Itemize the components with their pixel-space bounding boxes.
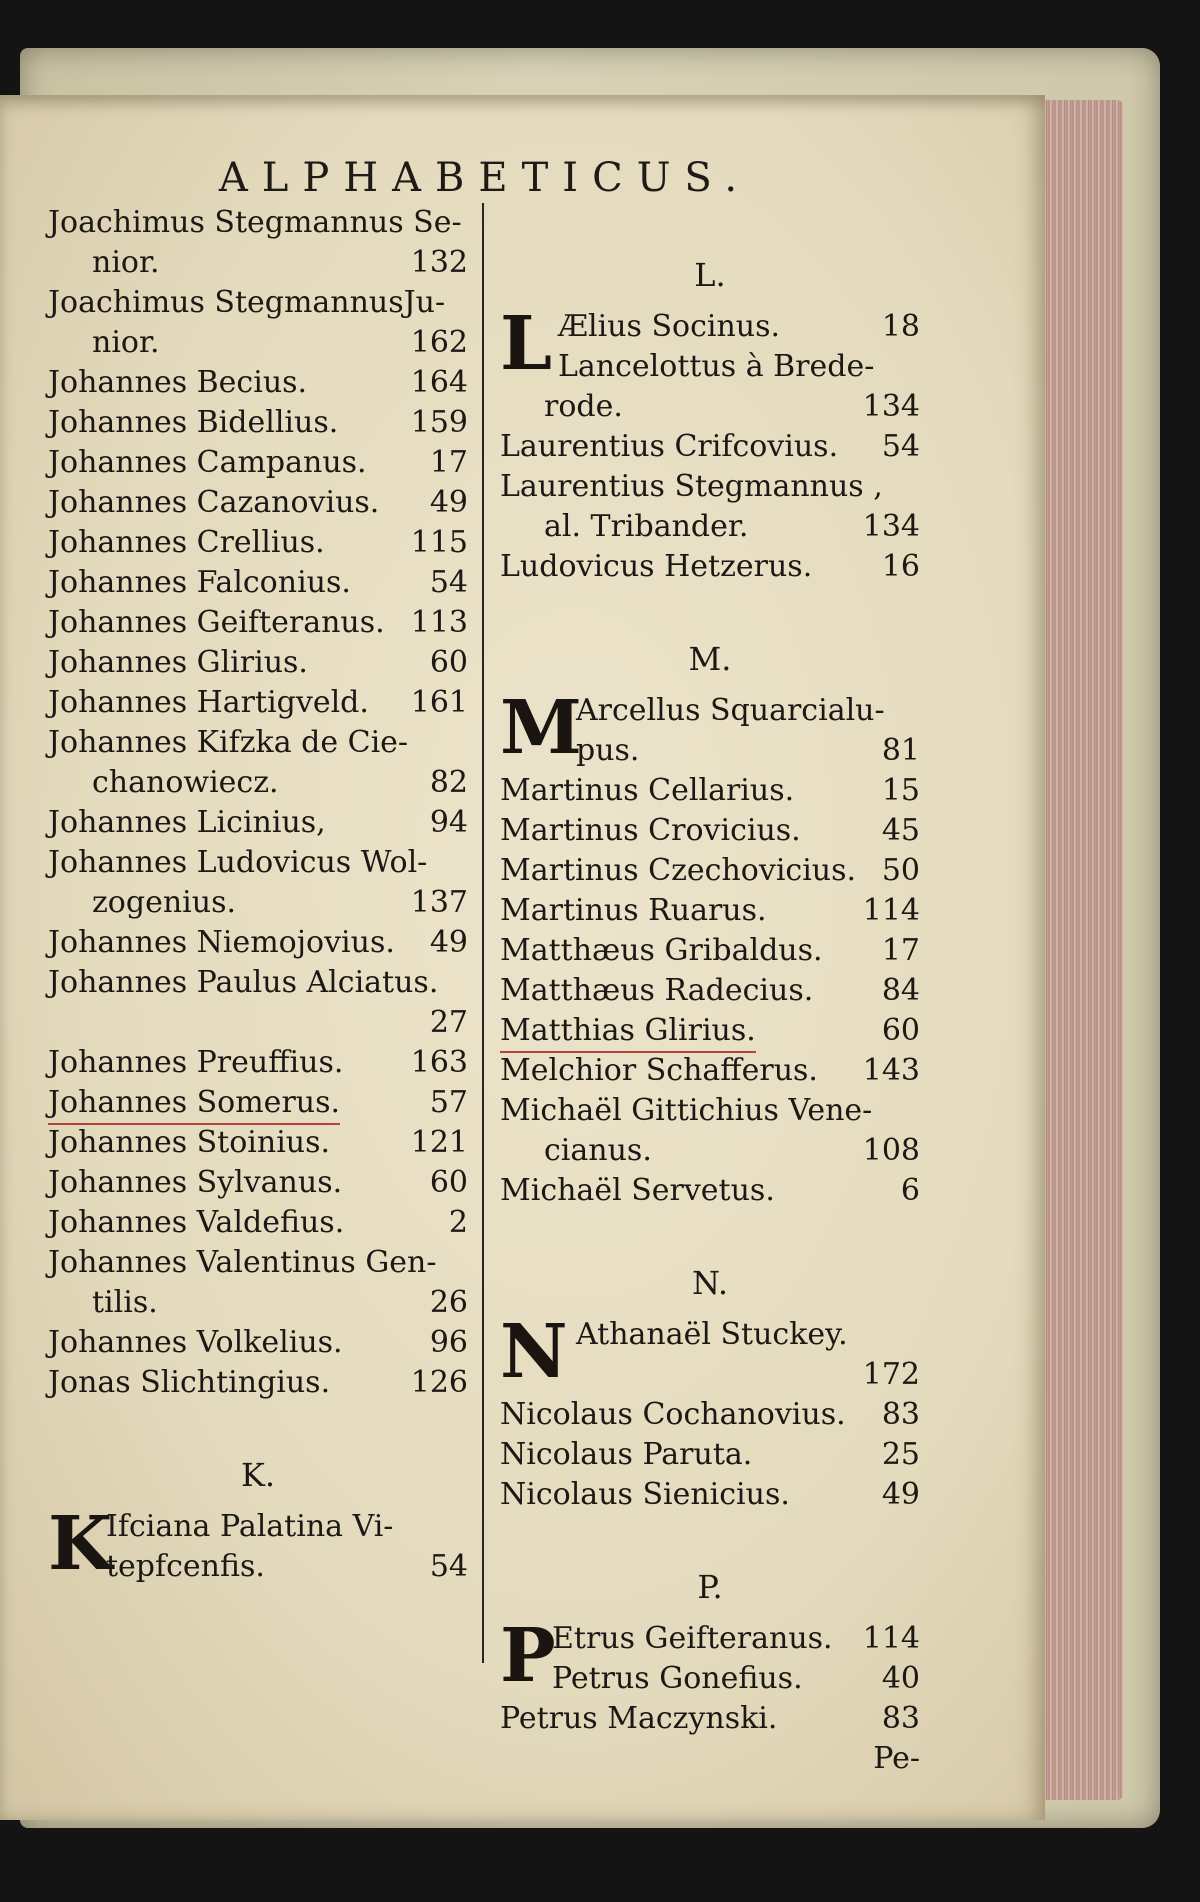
page-number: 15	[881, 773, 920, 808]
entry-name: Johannes Licinius,	[48, 805, 326, 840]
drop-capital: M	[500, 685, 582, 771]
page-number: 164	[410, 365, 468, 400]
dropcap-entry	[500, 301, 920, 387]
section-heading-p: P.	[697, 1568, 723, 1606]
page-number: 132	[410, 245, 468, 280]
page-number: 54	[429, 565, 468, 600]
entry-name: Jonas Slichtingius.	[48, 1365, 331, 1400]
index-entry	[500, 1011, 920, 1051]
page-number: 81	[881, 733, 920, 768]
index-entry	[500, 1091, 920, 1171]
entry-name: Martinus Ruarus.	[500, 893, 767, 928]
section-heading-n: N.	[691, 1264, 729, 1302]
index-entry	[48, 1323, 468, 1363]
entry-line	[552, 1619, 920, 1659]
index-entry	[48, 1043, 468, 1083]
page-number: 17	[429, 445, 468, 480]
index-entry	[48, 443, 468, 483]
entry-name-cont: chanowiecz.	[92, 765, 279, 800]
entry-name: Johannes Volkelius.	[48, 1325, 343, 1360]
index-entry	[48, 1363, 468, 1403]
index-entry	[500, 547, 920, 587]
index-entry	[500, 1171, 920, 1211]
page-number: 84	[881, 973, 920, 1008]
entry-name: Michaël Gittichius Vene-	[500, 1093, 873, 1128]
index-entry	[500, 1435, 920, 1475]
index-entry	[48, 683, 468, 723]
entry-line	[106, 1547, 468, 1587]
entry-name: Johannes Niemojovius.	[48, 925, 395, 960]
entry-name: Melchior Schafferus.	[500, 1053, 818, 1088]
left-column	[48, 203, 468, 1587]
page-number: 83	[881, 1701, 920, 1736]
index-entry	[48, 1243, 468, 1323]
column-divider	[482, 203, 484, 1663]
index-entry	[500, 891, 920, 931]
page-number: 83	[881, 1397, 920, 1432]
page-number: 50	[881, 853, 920, 888]
entry-line	[576, 1355, 920, 1395]
entry-name: Laurentius Crifcovius.	[500, 429, 839, 464]
drop-capital: P	[500, 1613, 556, 1699]
entry-name: Arcellus Squarcialu-	[576, 693, 885, 728]
entry-name: Johannes Valdefius.	[48, 1205, 345, 1240]
index-entry	[48, 1203, 468, 1243]
index-entry	[500, 931, 920, 971]
page-number: 114	[862, 893, 920, 928]
page-number: 143	[862, 1053, 920, 1088]
entry-name: Johannes Ludovicus Wol-	[48, 845, 428, 880]
entry-name: Johannes Glirius.	[48, 645, 308, 680]
entry-name: Johannes Becius.	[48, 365, 308, 400]
index-entry	[48, 643, 468, 683]
entry-name-cont: al. Tribander.	[544, 509, 749, 544]
entry-name: Johannes Bidellius.	[48, 405, 339, 440]
section-heading-l: L.	[694, 256, 726, 294]
entry-name: Matthæus Gribaldus.	[500, 933, 823, 968]
entry-line	[576, 731, 920, 771]
page-number: 26	[429, 1285, 468, 1320]
index-entry	[500, 1475, 920, 1515]
entry-name: Etrus Geifteranus.	[552, 1621, 833, 1656]
index-entry	[500, 851, 920, 891]
index-entry	[48, 803, 468, 843]
entry-name: Johannes Crellius.	[48, 525, 325, 560]
page-number: 96	[429, 1325, 468, 1360]
entry-name: Joachimus StegmannusJu-	[48, 285, 446, 320]
page-number: 134	[862, 389, 920, 424]
page-number: 163	[410, 1045, 468, 1080]
index-entry	[500, 467, 920, 547]
entry-name: Johannes Falconius.	[48, 565, 351, 600]
section-heading-m: M.	[688, 640, 732, 678]
entry-line	[106, 1507, 468, 1547]
page-number: 162	[410, 325, 468, 360]
page-number: 114	[862, 1621, 920, 1656]
entry-name: Laurentius Stegmannus ,	[500, 469, 883, 504]
spacer	[500, 1515, 920, 1555]
page-number: 16	[881, 549, 920, 584]
page-number: 49	[429, 485, 468, 520]
book-page	[0, 95, 1045, 1820]
page-number: 40	[881, 1661, 920, 1696]
index-entry	[500, 971, 920, 1011]
index-entry	[48, 483, 468, 523]
page-number: 108	[862, 1133, 920, 1168]
entry-name: Ælius Socinus.	[558, 309, 781, 344]
page-number: 161	[410, 685, 468, 720]
drop-capital: N	[500, 1309, 568, 1395]
index-entry	[48, 283, 468, 363]
dropcap-text	[500, 301, 920, 387]
entry-name: Nicolaus Sienicius.	[500, 1477, 790, 1512]
entry-name: Martinus Czechovicius.	[500, 853, 857, 888]
entry-name: Johannes Paulus Alciatus.	[48, 965, 439, 1000]
entry-line	[552, 1659, 920, 1699]
index-entry	[500, 771, 920, 811]
index-entry	[48, 403, 468, 443]
entry-name-cont: rode.	[544, 389, 623, 424]
page-number: 2	[448, 1205, 468, 1240]
dropcap-entry	[500, 685, 920, 771]
entry-name: Johannes Valentinus Gen-	[48, 1245, 437, 1280]
index-entry	[48, 203, 468, 283]
page-number: 17	[881, 933, 920, 968]
dropcap-entry	[500, 1613, 920, 1699]
entry-name: Johannes Geifteranus.	[48, 605, 385, 640]
page-number: 159	[410, 405, 468, 440]
entry-name: Petrus Maczynski.	[500, 1701, 778, 1736]
page-number: 126	[410, 1365, 468, 1400]
index-entry	[48, 1163, 468, 1203]
index-entry	[48, 563, 468, 603]
drop-capital: L	[500, 301, 553, 387]
page-number: 27	[429, 1005, 468, 1040]
entry-name: Johannes Stoinius.	[48, 1125, 331, 1160]
entry-name: Johannes Cazanovius.	[48, 485, 380, 520]
entry-name-cont: pus.	[576, 733, 640, 768]
entry-name: Johannes Campanus.	[48, 445, 367, 480]
index-entry-page	[48, 1003, 468, 1043]
entry-name: Athanaël Stuckey.	[576, 1317, 848, 1352]
index-entry	[48, 523, 468, 563]
entry-name: Matthias Glirius.	[500, 1011, 756, 1053]
page-number: 54	[881, 429, 920, 464]
page-number: 60	[429, 645, 468, 680]
entry-name: Ludovicus Hetzerus.	[500, 549, 813, 584]
index-entry	[500, 1395, 920, 1435]
dropcap-entry	[48, 1501, 468, 1587]
index-entry	[48, 1083, 468, 1123]
entry-name-cont: cianus.	[544, 1133, 652, 1168]
catchword: Pe-	[873, 1741, 920, 1776]
page-number: 45	[881, 813, 920, 848]
page-number: 6	[900, 1173, 920, 1208]
entry-name: Johannes Preuffius.	[48, 1045, 344, 1080]
entry-name-cont: nior.	[92, 325, 160, 360]
index-entry	[48, 963, 468, 1003]
index-entry	[48, 603, 468, 643]
page-number: 60	[881, 1013, 920, 1048]
entry-name: Johannes Somerus.	[48, 1083, 340, 1125]
entry-name-cont: zogenius.	[92, 885, 236, 920]
index-entry	[500, 387, 920, 427]
entry-name: Johannes Hartigveld.	[48, 685, 369, 720]
page-number: 60	[429, 1165, 468, 1200]
index-entry	[500, 1051, 920, 1091]
entry-name: Martinus Crovicius.	[500, 813, 801, 848]
entry-name-cont: nior.	[92, 245, 160, 280]
dropcap-text	[500, 1613, 920, 1699]
drop-capital: K	[48, 1501, 113, 1587]
entry-name: Martinus Cellarius.	[500, 773, 795, 808]
entry-line	[576, 1315, 920, 1355]
index-entry	[500, 811, 920, 851]
dropcap-text	[48, 1501, 468, 1587]
entry-name: Nicolaus Cochanovius.	[500, 1397, 846, 1432]
spacer	[48, 1403, 468, 1443]
entry-name: Ifciana Palatina Vi-	[106, 1509, 394, 1544]
entry-name: Johannes Kifzka de Cie-	[48, 725, 409, 760]
entry-name: Johannes Sylvanus.	[48, 1165, 343, 1200]
right-column	[500, 243, 920, 1779]
entry-name: Petrus Gonefius.	[552, 1661, 803, 1696]
page-number: 172	[862, 1357, 920, 1392]
page-number: 49	[429, 925, 468, 960]
page-number: 113	[410, 605, 468, 640]
page-number: 94	[429, 805, 468, 840]
page-number: 49	[881, 1477, 920, 1512]
page-number: 18	[881, 309, 920, 344]
entry-name-cont: tilis.	[92, 1285, 158, 1320]
page-number: 137	[410, 885, 468, 920]
entry-line	[576, 691, 920, 731]
page-number: 134	[862, 509, 920, 544]
index-entry	[48, 923, 468, 963]
entry-line	[558, 347, 920, 387]
entry-name: Lancelottus à Brede-	[558, 349, 875, 384]
index-entry	[48, 363, 468, 403]
entry-name: Nicolaus Paruta.	[500, 1437, 753, 1472]
entry-name: Michaël Servetus.	[500, 1173, 775, 1208]
entry-line	[558, 307, 920, 347]
page-edges	[1035, 100, 1123, 1800]
spacer	[500, 1211, 920, 1251]
index-entry	[48, 1123, 468, 1163]
page-number: 57	[429, 1085, 468, 1120]
index-entry	[48, 723, 468, 803]
page-number: 54	[429, 1549, 468, 1584]
entry-name: Joachimus Stegmannus Se-	[48, 205, 462, 240]
section-heading-k: K.	[240, 1456, 276, 1494]
page-number: 115	[410, 525, 468, 560]
page-number: 25	[881, 1437, 920, 1472]
index-entry	[500, 1699, 920, 1739]
page-number: 121	[410, 1125, 468, 1160]
page-title: ALPHABETICUS.	[218, 155, 752, 201]
index-entry	[500, 427, 920, 467]
page-number: 82	[429, 765, 468, 800]
spacer	[500, 587, 920, 627]
entry-name: Matthæus Radecius.	[500, 973, 814, 1008]
index-entry	[48, 843, 468, 923]
dropcap-entry	[500, 1309, 920, 1395]
entry-name-cont: tepfcenfis.	[106, 1549, 265, 1584]
